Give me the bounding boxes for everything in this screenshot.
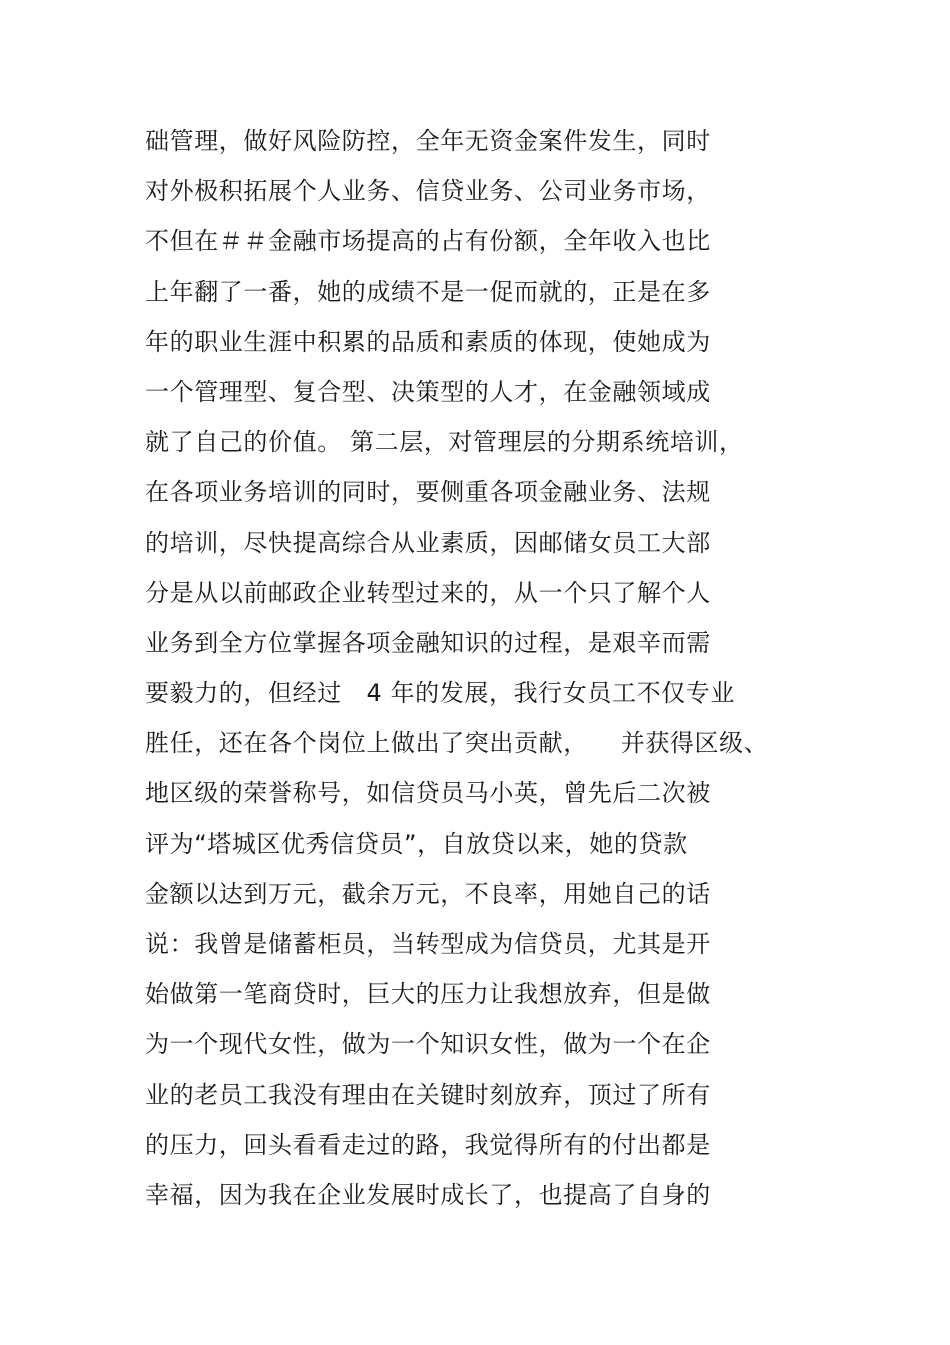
text-line-4: 上年翻了一番，她的成绩不是一促而就的，正是在多 [145,277,711,306]
text-line-10: 分是从以前邮政企业转型过来的，从一个只了解个人 [145,578,711,607]
text-line-9: 的培训，尽快提高综合从业素质，因邮储女员工大部 [145,528,711,557]
text-line-14: 地区级的荣誉称号，如信贷员马小英，曾先后二次被 [145,779,711,808]
text-line-13: 胜任，还在各个岗位上做出了突出贡献， 并获得区级、 [145,729,769,758]
text-line-7: 就了自己的价值。 第二层，对管理层的分期系统培训， [145,428,744,457]
text-line-1: 础管理，做好风险防控，全年无资金案件发生，同时 [145,127,711,155]
text-line-8: 在各项业务培训的同时，要侧重各项金融业务、法规 [145,478,711,507]
text-line-3: 不但在＃＃金融市场提高的占有份额，全年收入也比 [145,227,711,256]
text-line-16: 金额以达到万元，截余万元，不良率，用她自己的话 [145,879,711,908]
text-line-19: 为一个现代女性，做为一个知识女性，做为一个在企 [145,1030,711,1059]
body-text [145,116,845,1220]
text-line-6: 一个管理型、复合型、决策型的人才，在金融领域成 [145,377,711,406]
text-line-22: 幸福，因为我在企业发展时成长了，也提高了自身的 [145,1180,711,1209]
text-line-15: 评为“塔城区优秀信贷员”，自放贷以来，她的贷款 [145,829,688,858]
text-line-2: 对外极积拓展个人业务、信贷业务、公司业务市场， [145,177,711,206]
text-line-11: 业务到全方位掌握各项金融知识的过程，是艰辛而需 [145,628,711,657]
text-line-20: 业的老员工我没有理由在关键时刻放弃，顶过了所有 [145,1080,711,1109]
text-line-21: 的压力，回头看看走过的路，我觉得所有的付出都是 [145,1130,711,1159]
text-line-5: 年的职业生涯中积累的品质和素质的体现，使她成为 [145,327,711,356]
text-line-18: 始做第一笔商贷时，巨大的压力让我想放弃，但是做 [145,980,711,1009]
text-line-17: 说：我曾是储蓄柜员，当转型成为信贷员，尤其是开 [145,930,711,958]
text-line-12: 要毅力的，但经过 4 年的发展，我行女员工不仅专业 [145,679,735,708]
